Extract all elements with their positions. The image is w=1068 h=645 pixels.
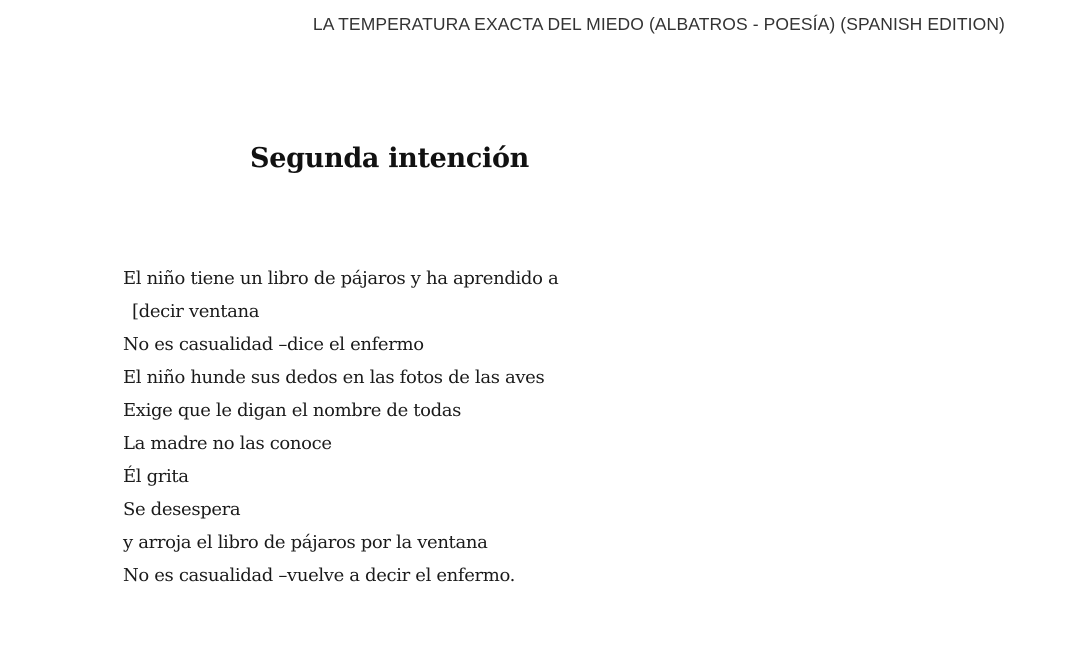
poem-line: No es casualidad –vuelve a decir el enfermo.: [123, 565, 516, 586]
poem-line: Exige que le digan el nombre de todas: [123, 400, 462, 421]
poem-body: [123, 264, 558, 594]
book-title-header: LA TEMPERATURA EXACTA DEL MIEDO (ALBATROS - POESÍA) (SPANISH EDITION): [312, 14, 1005, 34]
poem-line: El niño hunde sus dedos en las fotos de las aves: [123, 367, 545, 388]
poem-line-continuation: [decir ventana: [132, 301, 260, 322]
poem-title: Segunda intención: [250, 143, 529, 174]
poem-line: Él grita: [123, 466, 189, 487]
poem-line: La madre no las conoce: [123, 433, 332, 454]
poem-line: y arroja el libro de pájaros por la ventana: [123, 532, 488, 553]
poem-line: Se desespera: [123, 499, 241, 520]
poem-line: No es casualidad –dice el enfermo: [123, 334, 424, 355]
poem-line: El niño tiene un libro de pájaros y ha aprendido a: [123, 268, 559, 289]
